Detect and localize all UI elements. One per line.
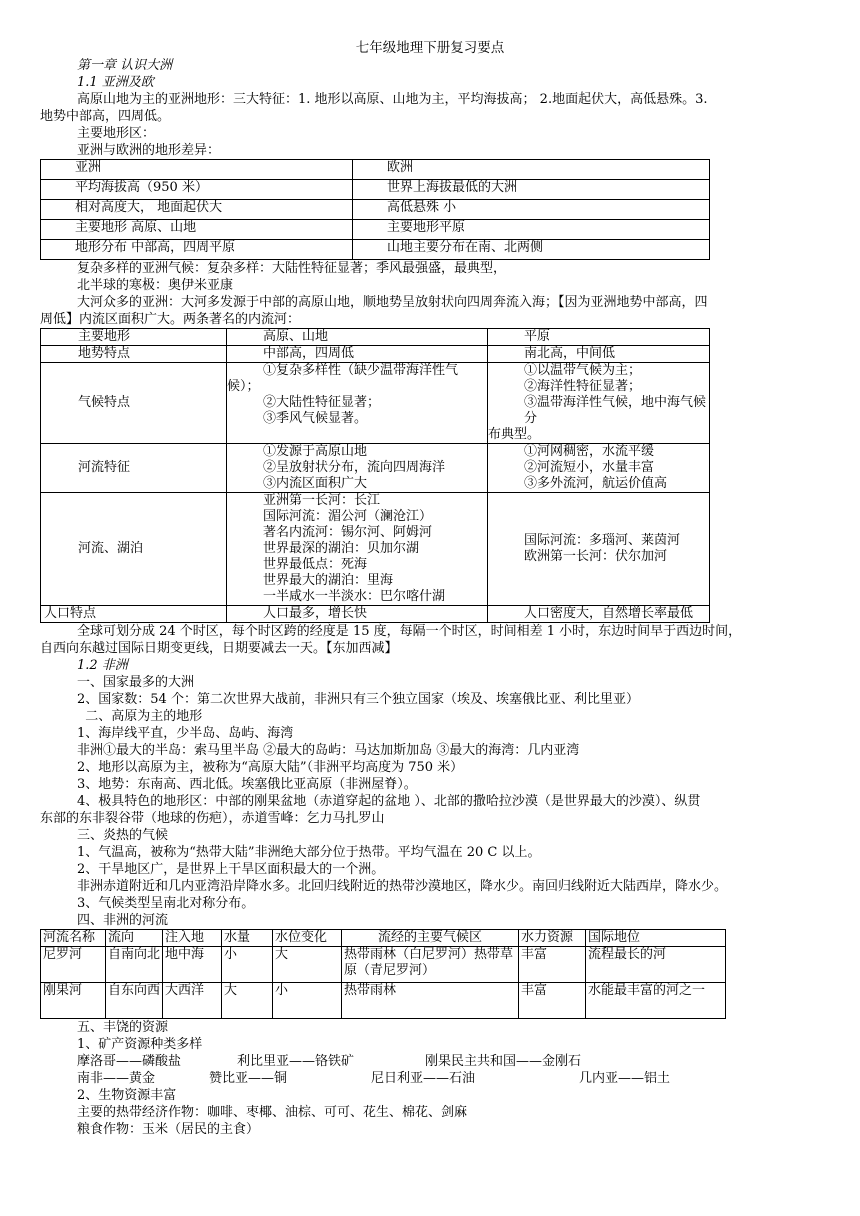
paragraph: 2、国家数：54 个：第二次世界大战前，非洲只有三个独立国家（埃及、埃塞俄比亚、利比里亚） bbox=[77, 692, 639, 707]
paragraph: 亚洲与欧洲的地形差异： bbox=[77, 143, 221, 158]
table-cell: 中部高，四周低 bbox=[227, 346, 488, 363]
table-cell: 丰富 bbox=[519, 947, 586, 983]
paragraph: 主要地形区： bbox=[77, 126, 156, 141]
cell-line: ①复杂多样性（缺少温带海洋性气 bbox=[263, 363, 459, 378]
list-item: 赞比亚——铜 bbox=[209, 1071, 288, 1086]
list-item: 几内亚——铝土 bbox=[579, 1071, 671, 1086]
table-row bbox=[41, 160, 710, 180]
paragraph: 一、国家最多的大洲 bbox=[77, 675, 195, 690]
table-cell bbox=[227, 493, 488, 606]
table-row bbox=[41, 493, 710, 606]
table-cell: 自南向北 bbox=[106, 947, 163, 983]
mineral-list-row bbox=[40, 1070, 820, 1087]
table-cell: 相对高度大， 地面起伏大 bbox=[41, 200, 353, 220]
cell-line: ③温带海洋性气候，地中海气候分 bbox=[524, 395, 707, 426]
paragraph: 4、极具特色的地形区：中部的刚果盆地（赤道穿起的盆地 ）、北部的撒哈拉沙漠（是世界最大的沙漠）、纵贯 bbox=[77, 794, 701, 809]
cell-line: ②河流短小，水量丰富 bbox=[524, 460, 655, 475]
table-cell bbox=[488, 493, 710, 606]
table-row bbox=[41, 240, 710, 260]
table-cell: 大 bbox=[273, 947, 342, 983]
table-row bbox=[41, 983, 726, 1019]
paragraph: 主要的热带经济作物：咖啡、枣椰、油棕、可可、花生、棉花、剑麻 bbox=[77, 1105, 468, 1120]
africa-rivers-table bbox=[40, 929, 726, 1019]
paragraph: 大河众多的亚洲：大河多发源于中部的高原山地，顺地势呈放射状向四周奔流入海；【因为亚洲地势中部高，四 bbox=[77, 295, 708, 310]
table-header-cell: 河流名称 bbox=[41, 930, 106, 947]
paragraph: 周低】内流区面积广大。两条著名的内流河： bbox=[40, 312, 301, 327]
table-cell: 亚洲 bbox=[41, 160, 353, 180]
asia-europe-comparison-table bbox=[40, 328, 710, 623]
table-row bbox=[41, 346, 710, 363]
section-heading: 1.2 非洲 bbox=[77, 658, 128, 673]
table-cell: 人口最多，增长快 bbox=[227, 606, 488, 623]
table-cell: 主要地形平原 bbox=[353, 220, 710, 240]
table-header-row bbox=[41, 930, 726, 947]
table-cell: 主要地形 高原、山地 bbox=[41, 220, 353, 240]
table-row bbox=[41, 180, 710, 200]
table-cell bbox=[488, 363, 710, 444]
table-cell: 主要地形 bbox=[41, 329, 227, 346]
cell-line: ①发源于高原山地 bbox=[263, 444, 368, 459]
table-cell: 地势特点 bbox=[41, 346, 227, 363]
table-cell: 刚果河 bbox=[41, 983, 106, 1019]
paragraph: 北半球的寒极：奥伊米亚康 bbox=[77, 278, 234, 293]
table-cell: 小 bbox=[273, 983, 342, 1019]
cell-line: 著名内流河：锡尔河、阿姆河 bbox=[263, 525, 433, 540]
cell-line: ③季风气候显著。 bbox=[263, 411, 368, 426]
table-cell: 大 bbox=[222, 983, 273, 1019]
table-row bbox=[41, 220, 710, 240]
table-header-cell: 国际地位 bbox=[586, 930, 726, 947]
table-cell: 平原 bbox=[488, 329, 710, 346]
paragraph: 东部的东非裂谷带（地球的伤疤），赤道雪峰：乞力马扎罗山 bbox=[40, 811, 385, 826]
asia-europe-terrain-table bbox=[40, 159, 710, 260]
cell-line: 国际河流：湄公河（澜沧江） bbox=[263, 509, 433, 524]
paragraph: 1、气温高，被称为“热带大陆”非洲绝大部分位于热带。平均气温在 20 C 以上。 bbox=[77, 845, 541, 860]
paragraph: 四、非洲的河流 bbox=[77, 913, 169, 928]
list-item: 摩洛哥——磷酸盐 bbox=[77, 1054, 182, 1069]
page-title: 七年级地理下册复习要点 bbox=[355, 40, 505, 56]
table-header-cell: 注入地 bbox=[163, 930, 222, 947]
paragraph: 二、高原为主的地形 bbox=[77, 709, 203, 724]
table-cell: 小 bbox=[222, 947, 273, 983]
table-row bbox=[41, 329, 710, 346]
paragraph: 三、炎热的气候 bbox=[77, 828, 169, 843]
table-header-cell: 流经的主要气候区 bbox=[342, 930, 519, 947]
table-cell bbox=[227, 363, 488, 444]
table-cell: 山地主要分布在南、北两侧 bbox=[353, 240, 710, 260]
table-cell bbox=[488, 444, 710, 493]
table-cell: 河流特征 bbox=[41, 444, 227, 493]
table-cell: 大西洋 bbox=[163, 983, 222, 1019]
list-item: 尼日利亚——石油 bbox=[371, 1071, 476, 1086]
cell-line: 世界最深的湖泊：贝加尔湖 bbox=[263, 541, 420, 556]
table-header-cell: 流向 bbox=[106, 930, 163, 947]
table-row bbox=[41, 606, 710, 623]
paragraph: 自西向东越过国际日期变更线，日期要减去一天。【东加西减】 bbox=[40, 641, 398, 656]
table-cell: 平均海拔高（950 米） bbox=[41, 180, 353, 200]
paragraph: 五、丰饶的资源 bbox=[77, 1020, 169, 1035]
table-cell: 高低悬殊 小 bbox=[353, 200, 710, 220]
table-header-cell: 水位变化 bbox=[273, 930, 342, 947]
table-cell: 热带雨林（白尼罗河）热带草原（青尼罗河） bbox=[342, 947, 519, 983]
list-item: 南非——黄金 bbox=[77, 1071, 156, 1086]
paragraph: 2、干旱地区广，是世界上干旱区面积最大的一个洲。 bbox=[77, 862, 385, 877]
paragraph: 复杂多样的亚洲气候：复杂多样：大陆性特征显著；季风最强盛，最典型， bbox=[77, 261, 507, 276]
table-header-cell: 水力资源 bbox=[519, 930, 586, 947]
table-row bbox=[41, 363, 710, 444]
cell-line: ②大陆性特征显著； bbox=[263, 395, 381, 410]
table-cell: 世界上海拔最低的大洲 bbox=[353, 180, 710, 200]
paragraph: 1、海岸线平直，少半岛、岛屿、海湾 bbox=[77, 726, 294, 741]
paragraph: 2、地形以高原为主，被称为“高原大陆”（非洲平均高度为 750 米） bbox=[77, 760, 464, 775]
paragraph: 粮食作物：玉米（居民的主食） bbox=[77, 1122, 260, 1137]
cell-line: ②海洋性特征显著； bbox=[524, 379, 642, 394]
table-cell: 流程最长的河 bbox=[586, 947, 726, 983]
list-item: 利比里亚——铬铁矿 bbox=[237, 1054, 355, 1069]
table-row bbox=[41, 444, 710, 493]
paragraph: 非洲①最大的半岛：索马里半岛 ②最大的岛屿：马达加斯加岛 ③最大的海湾：几内亚湾 bbox=[77, 743, 580, 758]
paragraph: 2、生物资源丰富 bbox=[77, 1088, 177, 1103]
chapter-heading: 第一章 认识大洲 bbox=[77, 58, 173, 73]
paragraph: 地势中部高，四周低。 bbox=[40, 109, 171, 124]
list-item: 刚果民主共和国——金刚石 bbox=[425, 1054, 582, 1069]
table-cell: 地中海 bbox=[163, 947, 222, 983]
table-cell: 欧洲 bbox=[353, 160, 710, 180]
paragraph: 全球可划分成 24 个时区，每个时区跨的经度是 15 度，每隔一个时区，时间相差 1 小时，东边时间早于西边时间， bbox=[77, 624, 742, 639]
table-cell: 南北高，中间低 bbox=[488, 346, 710, 363]
table-cell: 地形分布 中部高，四周平原 bbox=[41, 240, 353, 260]
document-page bbox=[40, 40, 820, 1138]
table-cell: 气候特点 bbox=[41, 363, 227, 444]
cell-line: 国际河流：多瑙河、莱茵河 bbox=[524, 533, 681, 548]
table-cell: 人口特点 bbox=[41, 606, 227, 623]
paragraph: 3、地势：东南高、西北低。埃塞俄比亚高原（非洲屋脊）。 bbox=[77, 777, 417, 792]
table-cell: 尼罗河 bbox=[41, 947, 106, 983]
paragraph: 高原山地为主的亚洲地形：三大特征：1. 地形以高原、山地为主，平均海拔高； 2.地面起伏大，高低悬殊。3. bbox=[77, 92, 708, 107]
cell-line: 世界最低点：死海 bbox=[263, 557, 368, 572]
table-cell: 自东向西 bbox=[106, 983, 163, 1019]
mineral-list-row bbox=[40, 1053, 820, 1070]
table-cell bbox=[227, 444, 488, 493]
paragraph: 1、矿产资源种类多样 bbox=[77, 1037, 203, 1052]
paragraph: 3、气候类型呈南北对称分布。 bbox=[77, 896, 255, 911]
paragraph: 非洲赤道附近和几内亚湾沿岸降水多。北回归线附近的热带沙漠地区，降水少。南回归线附近大陆西岸，降水少。 bbox=[77, 879, 728, 894]
table-row bbox=[41, 200, 710, 220]
cell-line: 亚洲第一长河：长江 bbox=[263, 493, 381, 508]
cell-line: 欧洲第一长河：伏尔加河 bbox=[524, 549, 668, 564]
section-heading: 1.1 亚洲及欧 bbox=[77, 75, 154, 90]
cell-line: 一半咸水一半淡水：巴尔喀什湖 bbox=[263, 589, 446, 604]
cell-line: ①河网稠密，水流平缓 bbox=[524, 444, 655, 459]
cell-line: ①以温带气候为主； bbox=[524, 363, 642, 378]
cell-line: ②呈放射状分布，流向四周海洋 bbox=[263, 460, 446, 475]
table-cell: 河流、湖泊 bbox=[41, 493, 227, 606]
cell-line: ③多外流河，航运价值高 bbox=[524, 476, 668, 491]
table-cell: 热带雨林 bbox=[342, 983, 519, 1019]
cell-line: 世界最大的湖泊：里海 bbox=[263, 573, 394, 588]
table-cell: 人口密度大，自然增长率最低 bbox=[488, 606, 710, 623]
table-cell: 水能最丰富的河之一 bbox=[586, 983, 726, 1019]
cell-line: ③内流区面积广大 bbox=[263, 476, 368, 491]
cell-line: 布典型。 bbox=[488, 427, 541, 442]
table-header-cell: 水量 bbox=[222, 930, 273, 947]
table-cell: 高原、山地 bbox=[227, 329, 488, 346]
cell-line: 候）； bbox=[227, 379, 260, 394]
table-cell: 丰富 bbox=[519, 983, 586, 1019]
table-row bbox=[41, 947, 726, 983]
